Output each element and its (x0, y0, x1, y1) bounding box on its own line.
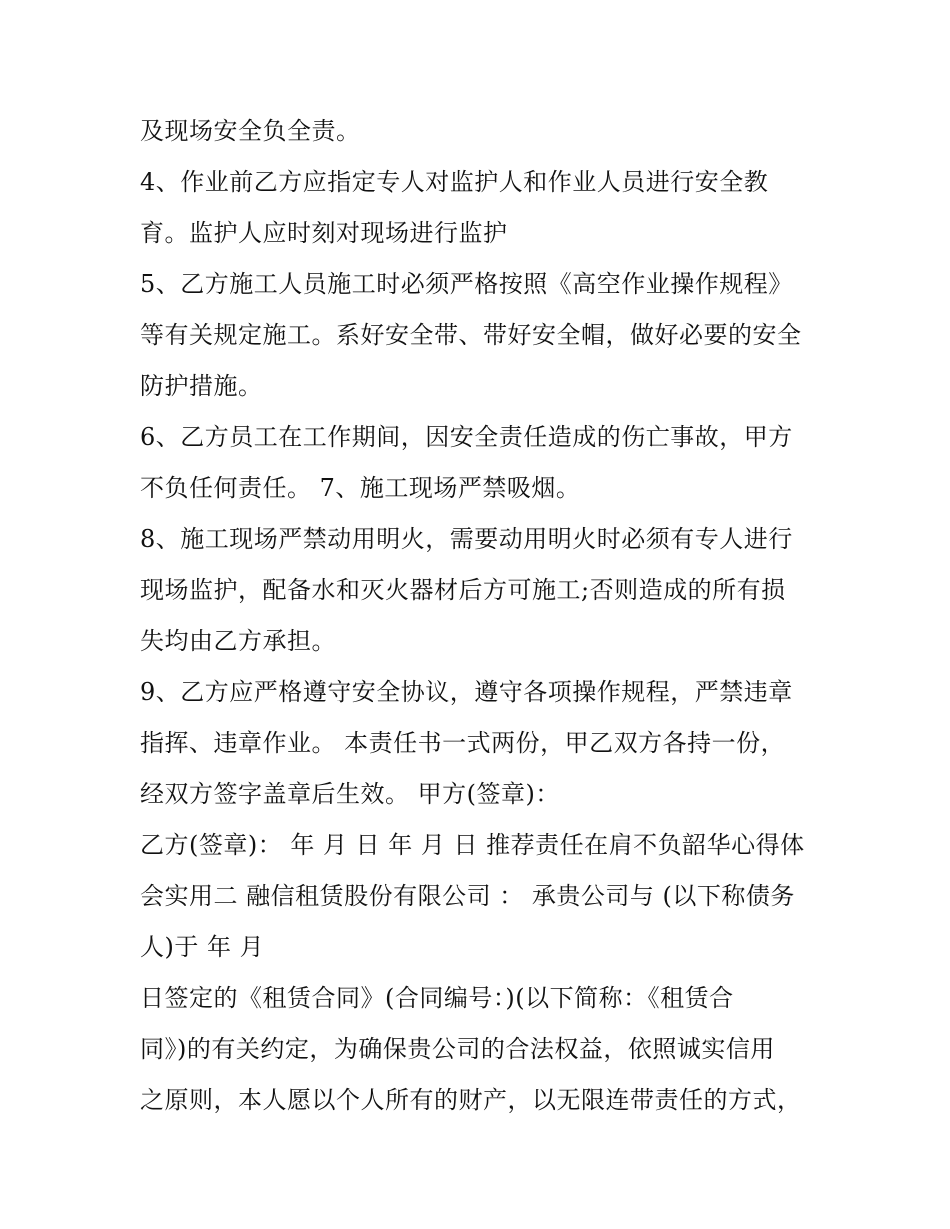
text-line: 4、作业前乙方应指定专人对监护人和作业人员进行安全教 (140, 168, 769, 196)
text-line: 8、施工现场严禁动用明火，需要动用明火时必须有专人进行 (140, 525, 793, 553)
text-line: 乙方(签章)： 年 月 日 年 月 日 推荐责任在肩不负韶华心得体 (140, 831, 805, 859)
text-line: 日签定的《租赁合同》(合同编号：)(以下简称：《租赁合 (140, 984, 734, 1012)
document-body (140, 106, 830, 1126)
text-line: 等有关规定施工。系好安全带、带好安全帽，做好必要的安全 (140, 321, 802, 349)
text-line: 现场监护，配备水和灭火器材后方可施工;否则造成的所有损 (140, 576, 786, 604)
text-line: 5、乙方施工人员施工时必须严格按照《高空作业操作规程》 (140, 270, 793, 298)
text-line: 指挥、违章作业。 本责任书一式两份，甲乙双方各持一份， (140, 729, 786, 757)
text-line: 防护措施。 (140, 372, 263, 400)
text-line: 育。监护人应时刻对现场进行监护 (140, 219, 508, 247)
text-line: 经双方签字盖章后生效。 甲方(签章)： (140, 780, 560, 808)
text-line: 失均由乙方承担。 (140, 627, 336, 655)
text-line: 9、乙方应严格遵守安全协议，遵守各项操作规程，严禁违章 (140, 678, 793, 706)
text-line: 同》)的有关约定，为确保贵公司的合法权益，依照诚实信用 (140, 1035, 775, 1063)
text-line: 会实用二 融信租赁股份有限公司 ： 承贵公司与 (以下称债务 (140, 882, 795, 910)
text-line: 及现场安全负全责。 (140, 117, 361, 145)
text-line: 不负任何责任。 7、施工现场严禁吸烟。 (140, 474, 581, 502)
text-line: 之原则，本人愿以个人所有的财产，以无限连带责任的方式， (140, 1086, 802, 1114)
text-line: 6、乙方员工在工作期间，因安全责任造成的伤亡事故，甲方 (140, 423, 793, 451)
text-line: 人)于 年 月 (140, 933, 265, 961)
